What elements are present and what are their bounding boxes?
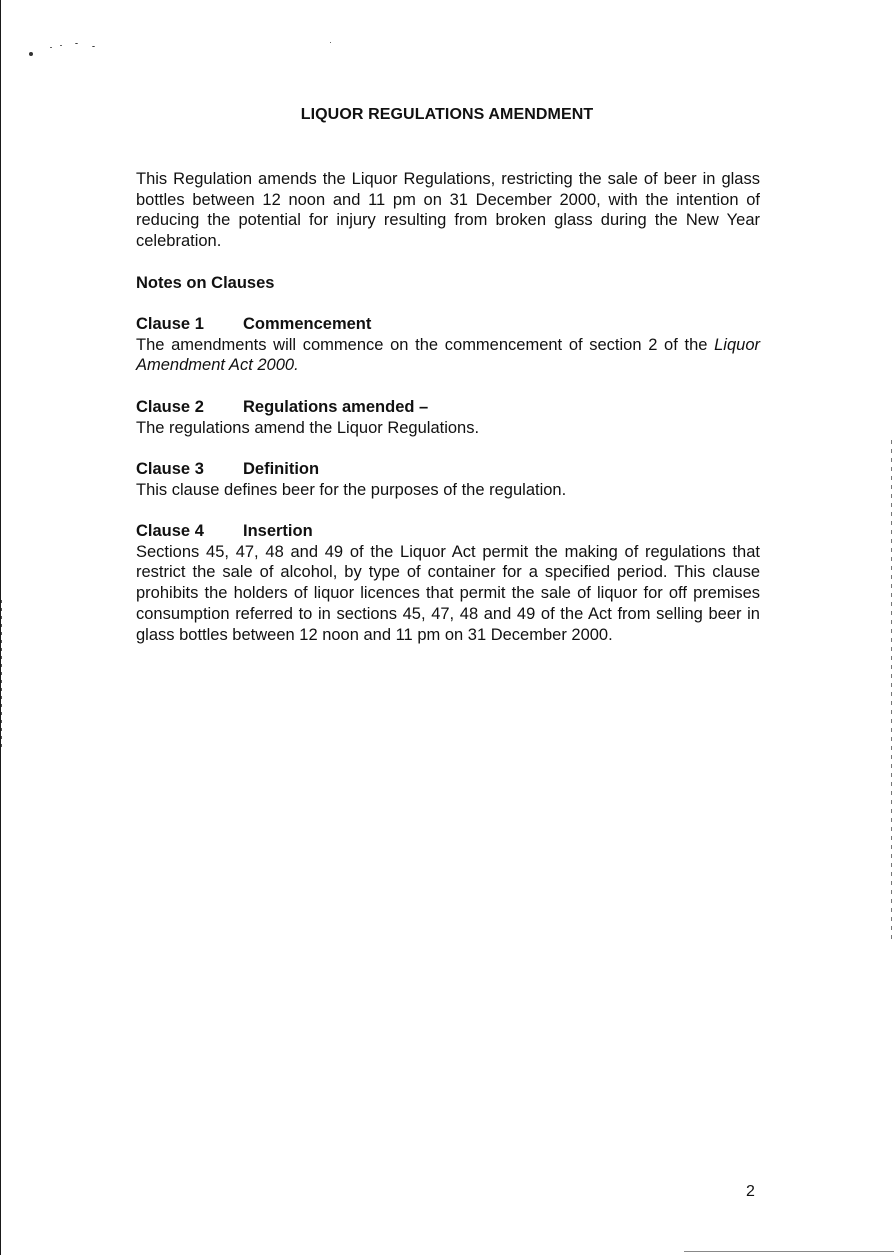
clause-heading — [136, 521, 760, 542]
act-citation: Liquor Amendment Act 2000. — [136, 335, 760, 375]
clause-text: This clause defines beer for the purposes of the regulation. — [136, 480, 567, 499]
clause-heading — [136, 314, 760, 335]
clause-4 — [136, 521, 760, 645]
clause-2 — [136, 397, 760, 438]
clause-heading — [136, 459, 760, 480]
clause-title: Commencement — [243, 315, 372, 333]
scan-speck — [29, 52, 33, 56]
notes-heading: Notes on Clauses — [136, 274, 275, 292]
scan-bottom-mark — [684, 1251, 894, 1252]
clause-text-lead: The amendments will commence on the commencement of section 2 of the — [136, 335, 715, 354]
page-number: 2 — [746, 1183, 755, 1200]
intro-text: This Regulation amends the Liquor Regulations, restricting the sale of beer in glass bottles between 12 noon and 11 pm on 31 December 2000, with the intention of reducing the potential for injury resulting from broken glass during the New Year celebration. — [136, 170, 760, 251]
scan-edge-mark — [1, 600, 2, 750]
clause-number: Clause 4 — [136, 522, 204, 540]
clause-title: Insertion — [243, 522, 313, 540]
clause-3 — [136, 459, 760, 500]
clause-text — [136, 335, 760, 376]
scan-edge-mark-right — [891, 440, 892, 940]
clause-heading — [136, 397, 760, 418]
scan-speck — [92, 46, 95, 47]
clause-text: Sections 45, 47, 48 and 49 of the Liquor Act permit the making of regulations that restrict the sale of alcohol, by type of container for a specified period. This clause prohibits the holders of liquor licences that permit the sale of liquor for off premises consumption referred to in sections 45, 47, 48 and 49 of the Act from selling beer in glass bottles between 12 noon and 11 pm on 31 December 2000. — [136, 542, 760, 644]
clause-title: Regulations amended – — [243, 398, 429, 416]
clause-1 — [136, 314, 760, 376]
notes-heading-block — [136, 273, 760, 294]
document-title: LIQUOR REGULATIONS AMENDMENT — [300, 106, 594, 123]
clause-number: Clause 2 — [136, 398, 204, 416]
scan-speck — [330, 42, 331, 43]
scan-speck — [60, 45, 62, 46]
clause-text: The regulations amend the Liquor Regulations. — [136, 418, 480, 437]
intro-paragraph — [136, 169, 760, 252]
scan-speck — [50, 47, 52, 48]
clause-number: Clause 1 — [136, 315, 204, 333]
scan-speck — [75, 43, 78, 44]
clause-title: Definition — [243, 460, 320, 478]
clause-number: Clause 3 — [136, 460, 204, 478]
